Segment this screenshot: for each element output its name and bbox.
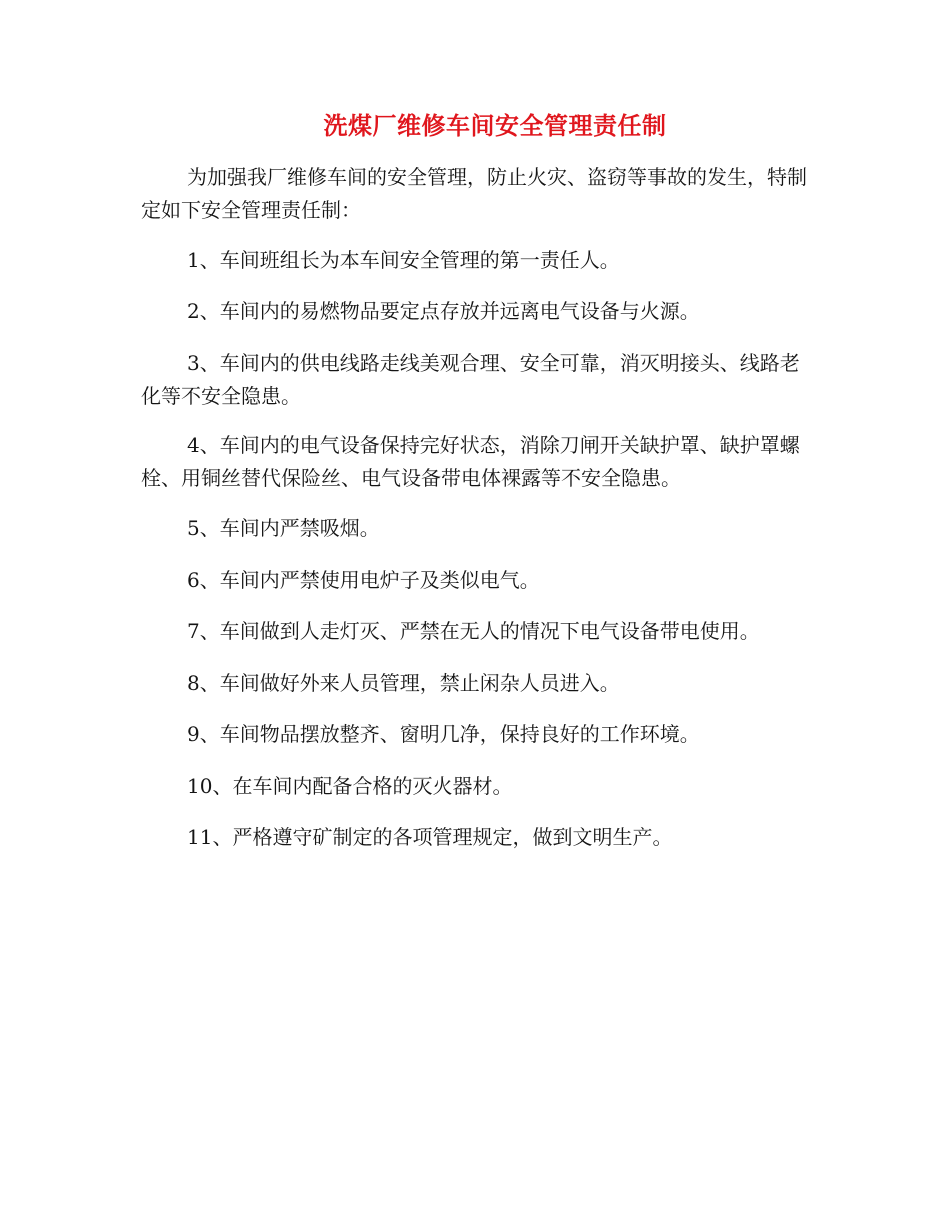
rule-item-7: 7、车间做到人走灯灭、严禁在无人的情况下电气设备带电使用。: [187, 619, 760, 643]
rule-item-9: 9、车间物品摆放整齐、窗明几净，保持良好的工作环境。: [187, 722, 700, 746]
rule-item-3: 3、车间内的供电线路走线美观合理、安全可靠，消灭明接头、线路老化等不安全隐患。: [141, 351, 800, 408]
rule-item-10: 10、在车间内配备合格的灭火器材。: [187, 774, 513, 798]
rule-item-4: 4、车间内的电气设备保持完好状态，消除刀闸开关缺护罩、缺护罩螺栓、用铜丝替代保险丝、电气设备带电体裸露等不安全隐患。: [141, 433, 800, 490]
rule-item-1: 1、车间班组长为本车间安全管理的第一责任人。: [187, 248, 620, 272]
rule-item-6: 6、车间内严禁使用电炉子及类似电气。: [187, 568, 540, 592]
rule-item-5: 5、车间内严禁吸烟。: [187, 516, 380, 540]
document-title: 洗煤厂维修车间安全管理责任制: [323, 112, 667, 140]
intro-paragraph: 为加强我厂维修车间的安全管理，防止火灾、盗窃等事故的发生，特制定如下安全管理责任制：: [141, 165, 807, 222]
rule-item-11: 11、严格遵守矿制定的各项管理规定，做到文明生产。: [187, 825, 673, 849]
rule-item-8: 8、车间做好外来人员管理，禁止闲杂人员进入。: [187, 671, 620, 695]
rule-item-2: 2、车间内的易燃物品要定点存放并远离电气设备与火源。: [187, 299, 700, 323]
